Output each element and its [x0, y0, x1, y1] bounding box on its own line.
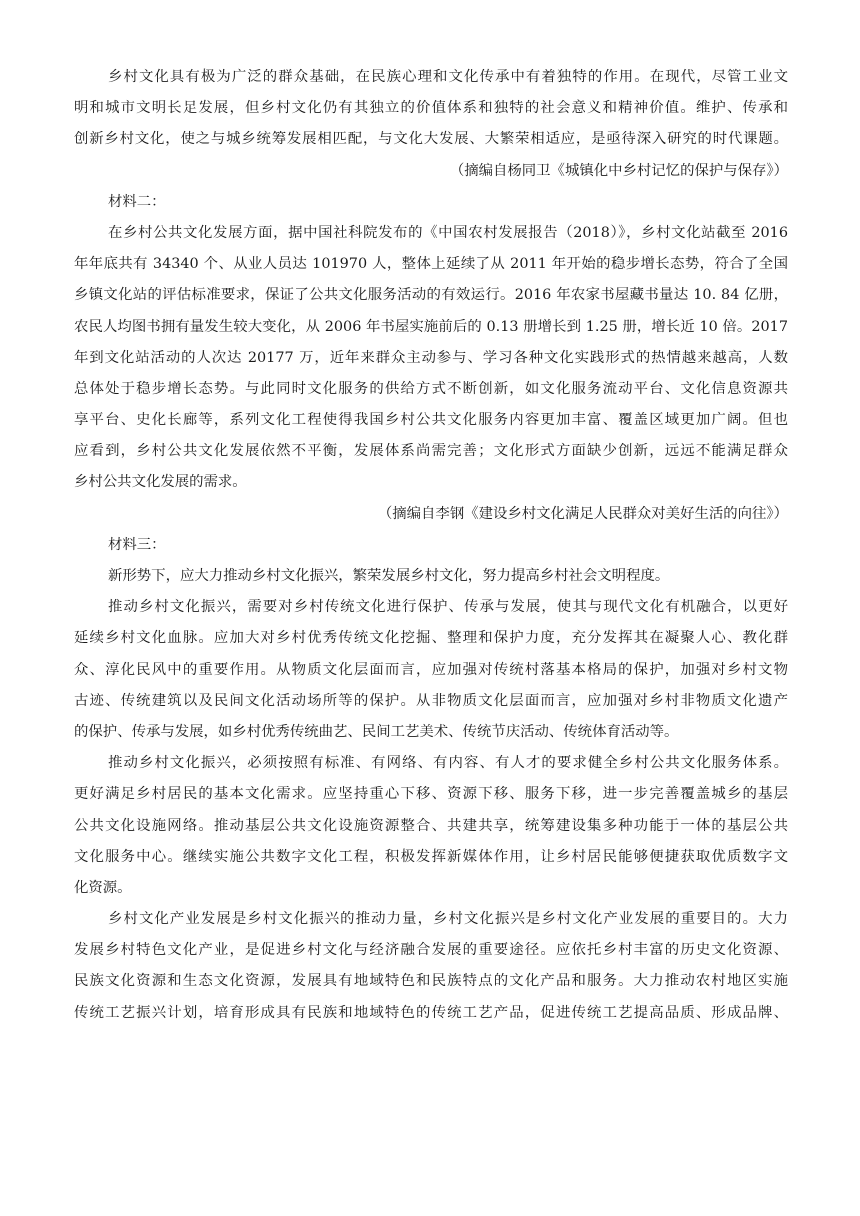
text-line: 材料三： [108, 536, 166, 553]
text-line: 农民人均图书拥有量发生较大变化，从 2006 年书屋实施前后的 0.13 册增长到 1.25 册，增长近 10 倍。2017 [74, 318, 788, 335]
text-line: 乡镇文化站的评估标准要求，保证了公共文化服务活动的有效运行。2016 年农家书屋藏书量达 10. 84 亿册， [74, 287, 788, 304]
source-citation: （摘编自杨同卫《城镇化中乡村记忆的保护与保存》） [449, 162, 788, 179]
source-citation: （摘编自李钢《建设乡村文化满足人民群众对美好生活的向往》） [377, 505, 788, 522]
text-line: 年年底共有 34340 个、从业人员达 101970 人，整体上延续了从 2011 年开始的稳步增长态势，符合了全国 [74, 256, 788, 273]
text-line: 传统工艺振兴计划，培育形成具有民族和地域特色的传统工艺产品，促进传统工艺提高品质、形成品牌、 [74, 1004, 788, 1021]
text-line: 乡村文化具有极为广泛的群众基础，在民族心理和文化传承中有着独特的作用。在现代，尽管工业文 [108, 69, 788, 85]
text-line: 更好满足乡村居民的基本文化需求。应坚持重心下移、资源下移、服务下移，进一步完善覆盖城乡的基层 [74, 786, 788, 803]
text-line: 创新乡村文化，使之与城乡统筹发展相匹配，与文化大发展、大繁荣相适应，是亟待深入研究的时代课题。 [74, 131, 788, 148]
text-line: 延续乡村文化血脉。应加大对乡村优秀传统文化挖掘、整理和保护力度，充分发挥其在凝聚人心、教化群 [74, 630, 788, 647]
text-line: 总体处于稳步增长态势。与此同时文化服务的供给方式不断创新，如文化服务流动平台、文化信息资源共 [74, 380, 788, 397]
text-line: 化资源。 [74, 879, 132, 896]
text-line: 明和城市文明长足发展，但乡村文化仍有其独立的价值体系和独特的社会意义和精神价值。维护、传承和 [74, 100, 788, 117]
text-line: 的保护、传承与发展，如乡村优秀传统曲艺、民间工艺美术、传统节庆活动、传统体育活动等。 [74, 723, 679, 740]
text-line: 应看到，乡村公共文化发展依然不平衡，发展体系尚需完善；文化形式方面缺少创新，远远不能满足群众 [74, 443, 788, 460]
text-line: 材料二： [108, 193, 166, 210]
text-line: 新形势下，应大力推动乡村文化振兴，繁荣发展乡村文化，努力提高乡村社会文明程度。 [108, 568, 670, 584]
text-line: 享平台、史化长廊等，系列文化工程使得我国乡村公共文化服务内容更加丰富、覆盖区域更加广阔。但也 [74, 412, 788, 429]
text-line: 推动乡村文化振兴，必须按照有标准、有网络、有内容、有人才的要求健全乡村公共文化服务体系。 [108, 755, 788, 772]
text-line: 公共文化设施网络。推动基层公共文化设施资源整合、共建共享，统筹建设集多种功能于一体的基层公共 [74, 817, 788, 834]
text-line: 乡村公共文化发展的需求。 [74, 474, 247, 491]
text-line: 乡村文化产业发展是乡村文化振兴的推动力量，乡村文化振兴是乡村文化产业发展的重要目的。大力 [108, 911, 788, 928]
text-line: 年到文化站活动的人次达 20177 万，近年来群众主动参与、学习各种文化实践形式的热情越来越高，人数 [74, 349, 788, 366]
text-line: 在乡村公共文化发展方面，据中国社科院发布的《中国农村发展报告（2018）》，乡村文化站截至 2016 [108, 224, 788, 241]
text-line: 众、淳化民风中的重要作用。从物质文化层面而言，应加强对传统村落基本格局的保护，加强对乡村文物 [74, 661, 788, 678]
text-line: 古迹、传统建筑以及民间文化活动场所等的保护。从非物质文化层面而言，应加强对乡村非物质文化遗产 [74, 692, 788, 709]
text-line: 发展乡村特色文化产业，是促进乡村文化与经济融合发展的重要途径。应依托乡村丰富的历史文化资源、 [74, 942, 788, 959]
text-line: 文化服务中心。继续实施公共数字文化工程，积极发挥新媒体作用，让乡村居民能够便捷获取优质数字文 [74, 848, 788, 865]
text-line: 民族文化资源和生态文化资源，发展具有地域特色和民族特点的文化产品和服务。大力推动农村地区实施 [74, 973, 788, 990]
text-line: 推动乡村文化振兴，需要对乡村传统文化进行保护、传承与发展，使其与现代文化有机融合，以更好 [108, 599, 788, 616]
